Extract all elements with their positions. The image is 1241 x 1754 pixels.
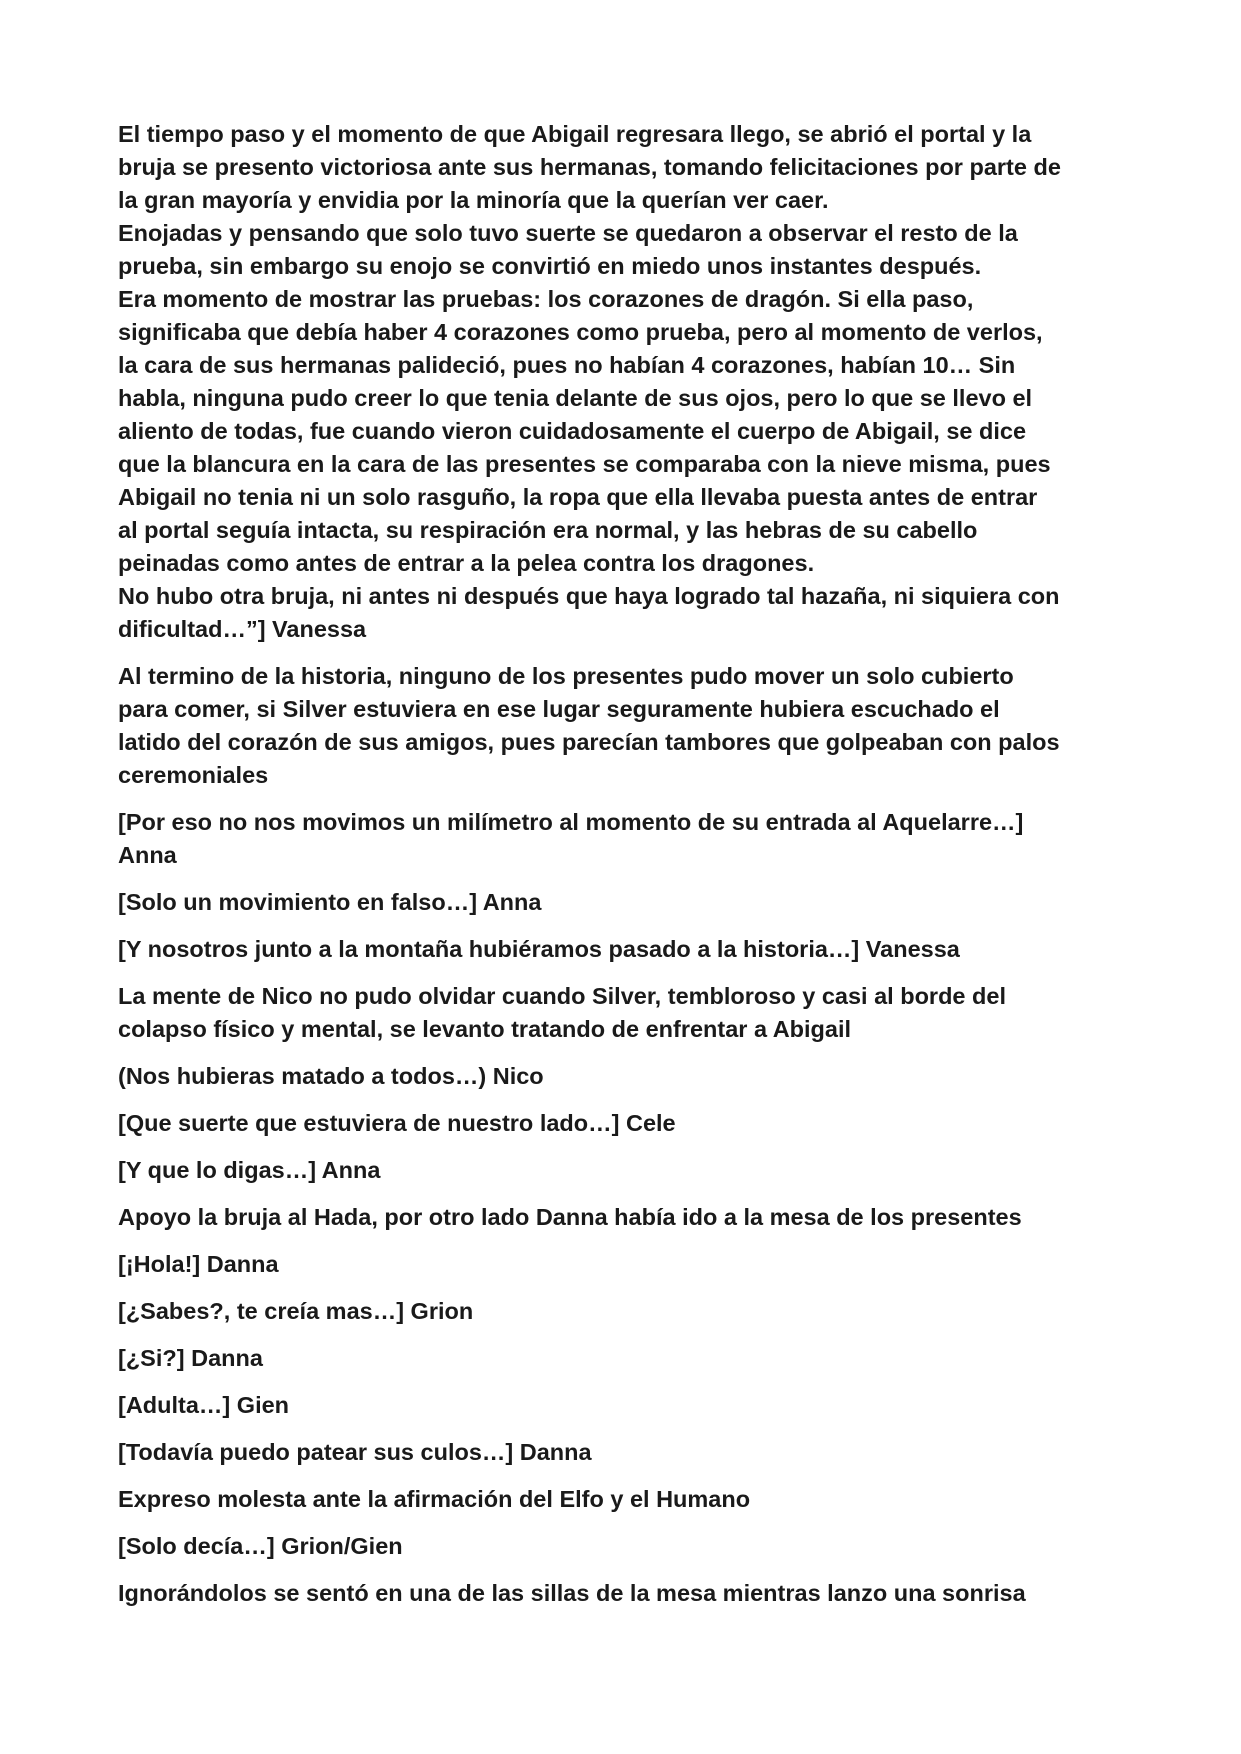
paragraph: [118, 660, 1128, 792]
text-line: [Que suerte que estuviera de nuestro lado…] Cele: [118, 1110, 676, 1136]
text-line: [Por eso no nos movimos un milímetro al momento de su entrada al Aquelarre…]: [118, 809, 1024, 835]
paragraph: [118, 1389, 1128, 1422]
text-line: El tiempo paso y el momento de que Abigail regresara llego, se abrió el portal y la: [118, 121, 1032, 147]
paragraph: [118, 806, 1128, 872]
paragraph: [118, 980, 1128, 1046]
text-line: Ignorándolos se sentó en una de las sillas de la mesa mientras lanzo una sonrisa: [118, 1580, 1026, 1606]
text-line: peinadas como antes de entrar a la pelea contra los dragones.: [118, 550, 815, 576]
text-line: [Solo decía…] Grion/Gien: [118, 1533, 403, 1559]
text-line: Expreso molesta ante la afirmación del Elfo y el Humano: [118, 1486, 751, 1512]
text-line: para comer, si Silver estuviera en ese lugar seguramente hubiera escuchado el: [118, 696, 1000, 722]
text-line: bruja se presento victoriosa ante sus hermanas, tomando felicitaciones por parte de: [118, 154, 1061, 180]
text-line: Era momento de mostrar las pruebas: los corazones de dragón. Si ella paso,: [118, 286, 974, 312]
paragraph: [118, 1577, 1128, 1610]
text-line: ceremoniales: [118, 762, 269, 788]
paragraph: [118, 1342, 1128, 1375]
text-line: (Nos hubieras matado a todos…) Nico: [118, 1063, 544, 1089]
text-line: colapso físico y mental, se levanto tratando de enfrentar a Abigail: [118, 1016, 852, 1042]
text-line: [¿Si?] Danna: [118, 1345, 263, 1371]
text-line: [Solo un movimiento en falso…] Anna: [118, 889, 542, 915]
text-line: [Adulta…] Gien: [118, 1392, 290, 1418]
paragraph: [118, 118, 1128, 646]
text-line: la gran mayoría y envidia por la minoría que la querían ver caer.: [118, 187, 829, 213]
text-line: Enojadas y pensando que solo tuvo suerte se quedaron a observar el resto de la: [118, 220, 1018, 246]
text-line: significaba que debía haber 4 corazones como prueba, pero al momento de verlos,: [118, 319, 1043, 345]
document-body: [118, 118, 1128, 1624]
paragraph: [118, 886, 1128, 919]
text-line: [¿Sabes?, te creía mas…] Grion: [118, 1298, 474, 1324]
paragraph: [118, 1060, 1128, 1093]
text-line: que la blancura en la cara de las presentes se comparaba con la nieve misma, pues: [118, 451, 1051, 477]
text-line: La mente de Nico no pudo olvidar cuando Silver, tembloroso y casi al borde del: [118, 983, 1006, 1009]
paragraph: [118, 1436, 1128, 1469]
text-line: aliento de todas, fue cuando vieron cuidadosamente el cuerpo de Abigail, se dice: [118, 418, 1027, 444]
text-line: Anna: [118, 842, 177, 868]
paragraph: [118, 1530, 1128, 1563]
paragraph: [118, 1154, 1128, 1187]
text-line: habla, ninguna pudo creer lo que tenia delante de sus ojos, pero lo que se llevo el: [118, 385, 1033, 411]
paragraph: [118, 933, 1128, 966]
text-line: [¡Hola!] Danna: [118, 1251, 279, 1277]
text-line: Abigail no tenia ni un solo rasguño, la ropa que ella llevaba puesta antes de entrar: [118, 484, 1038, 510]
paragraph: [118, 1295, 1128, 1328]
text-line: la cara de sus hermanas palideció, pues no habían 4 corazones, habían 10… Sin: [118, 352, 1016, 378]
text-line: [Todavía puedo patear sus culos…] Danna: [118, 1439, 592, 1465]
paragraph: [118, 1107, 1128, 1140]
text-line: prueba, sin embargo su enojo se convirtió en miedo unos instantes después.: [118, 253, 982, 279]
text-line: dificultad…”] Vanessa: [118, 616, 367, 642]
text-line: No hubo otra bruja, ni antes ni después que haya logrado tal hazaña, ni siquiera con: [118, 583, 1060, 609]
text-line: Al termino de la historia, ninguno de los presentes pudo mover un solo cubierto: [118, 663, 1014, 689]
text-line: latido del corazón de sus amigos, pues parecían tambores que golpeaban con palos: [118, 729, 1060, 755]
paragraph: [118, 1483, 1128, 1516]
text-line: Apoyo la bruja al Hada, por otro lado Danna había ido a la mesa de los presentes: [118, 1204, 1022, 1230]
text-line: [Y que lo digas…] Anna: [118, 1157, 381, 1183]
paragraph: [118, 1201, 1128, 1234]
text-line: [Y nosotros junto a la montaña hubiéramos pasado a la historia…] Vanessa: [118, 936, 960, 962]
text-line: al portal seguía intacta, su respiración era normal, y las hebras de su cabello: [118, 517, 978, 543]
paragraph: [118, 1248, 1128, 1281]
